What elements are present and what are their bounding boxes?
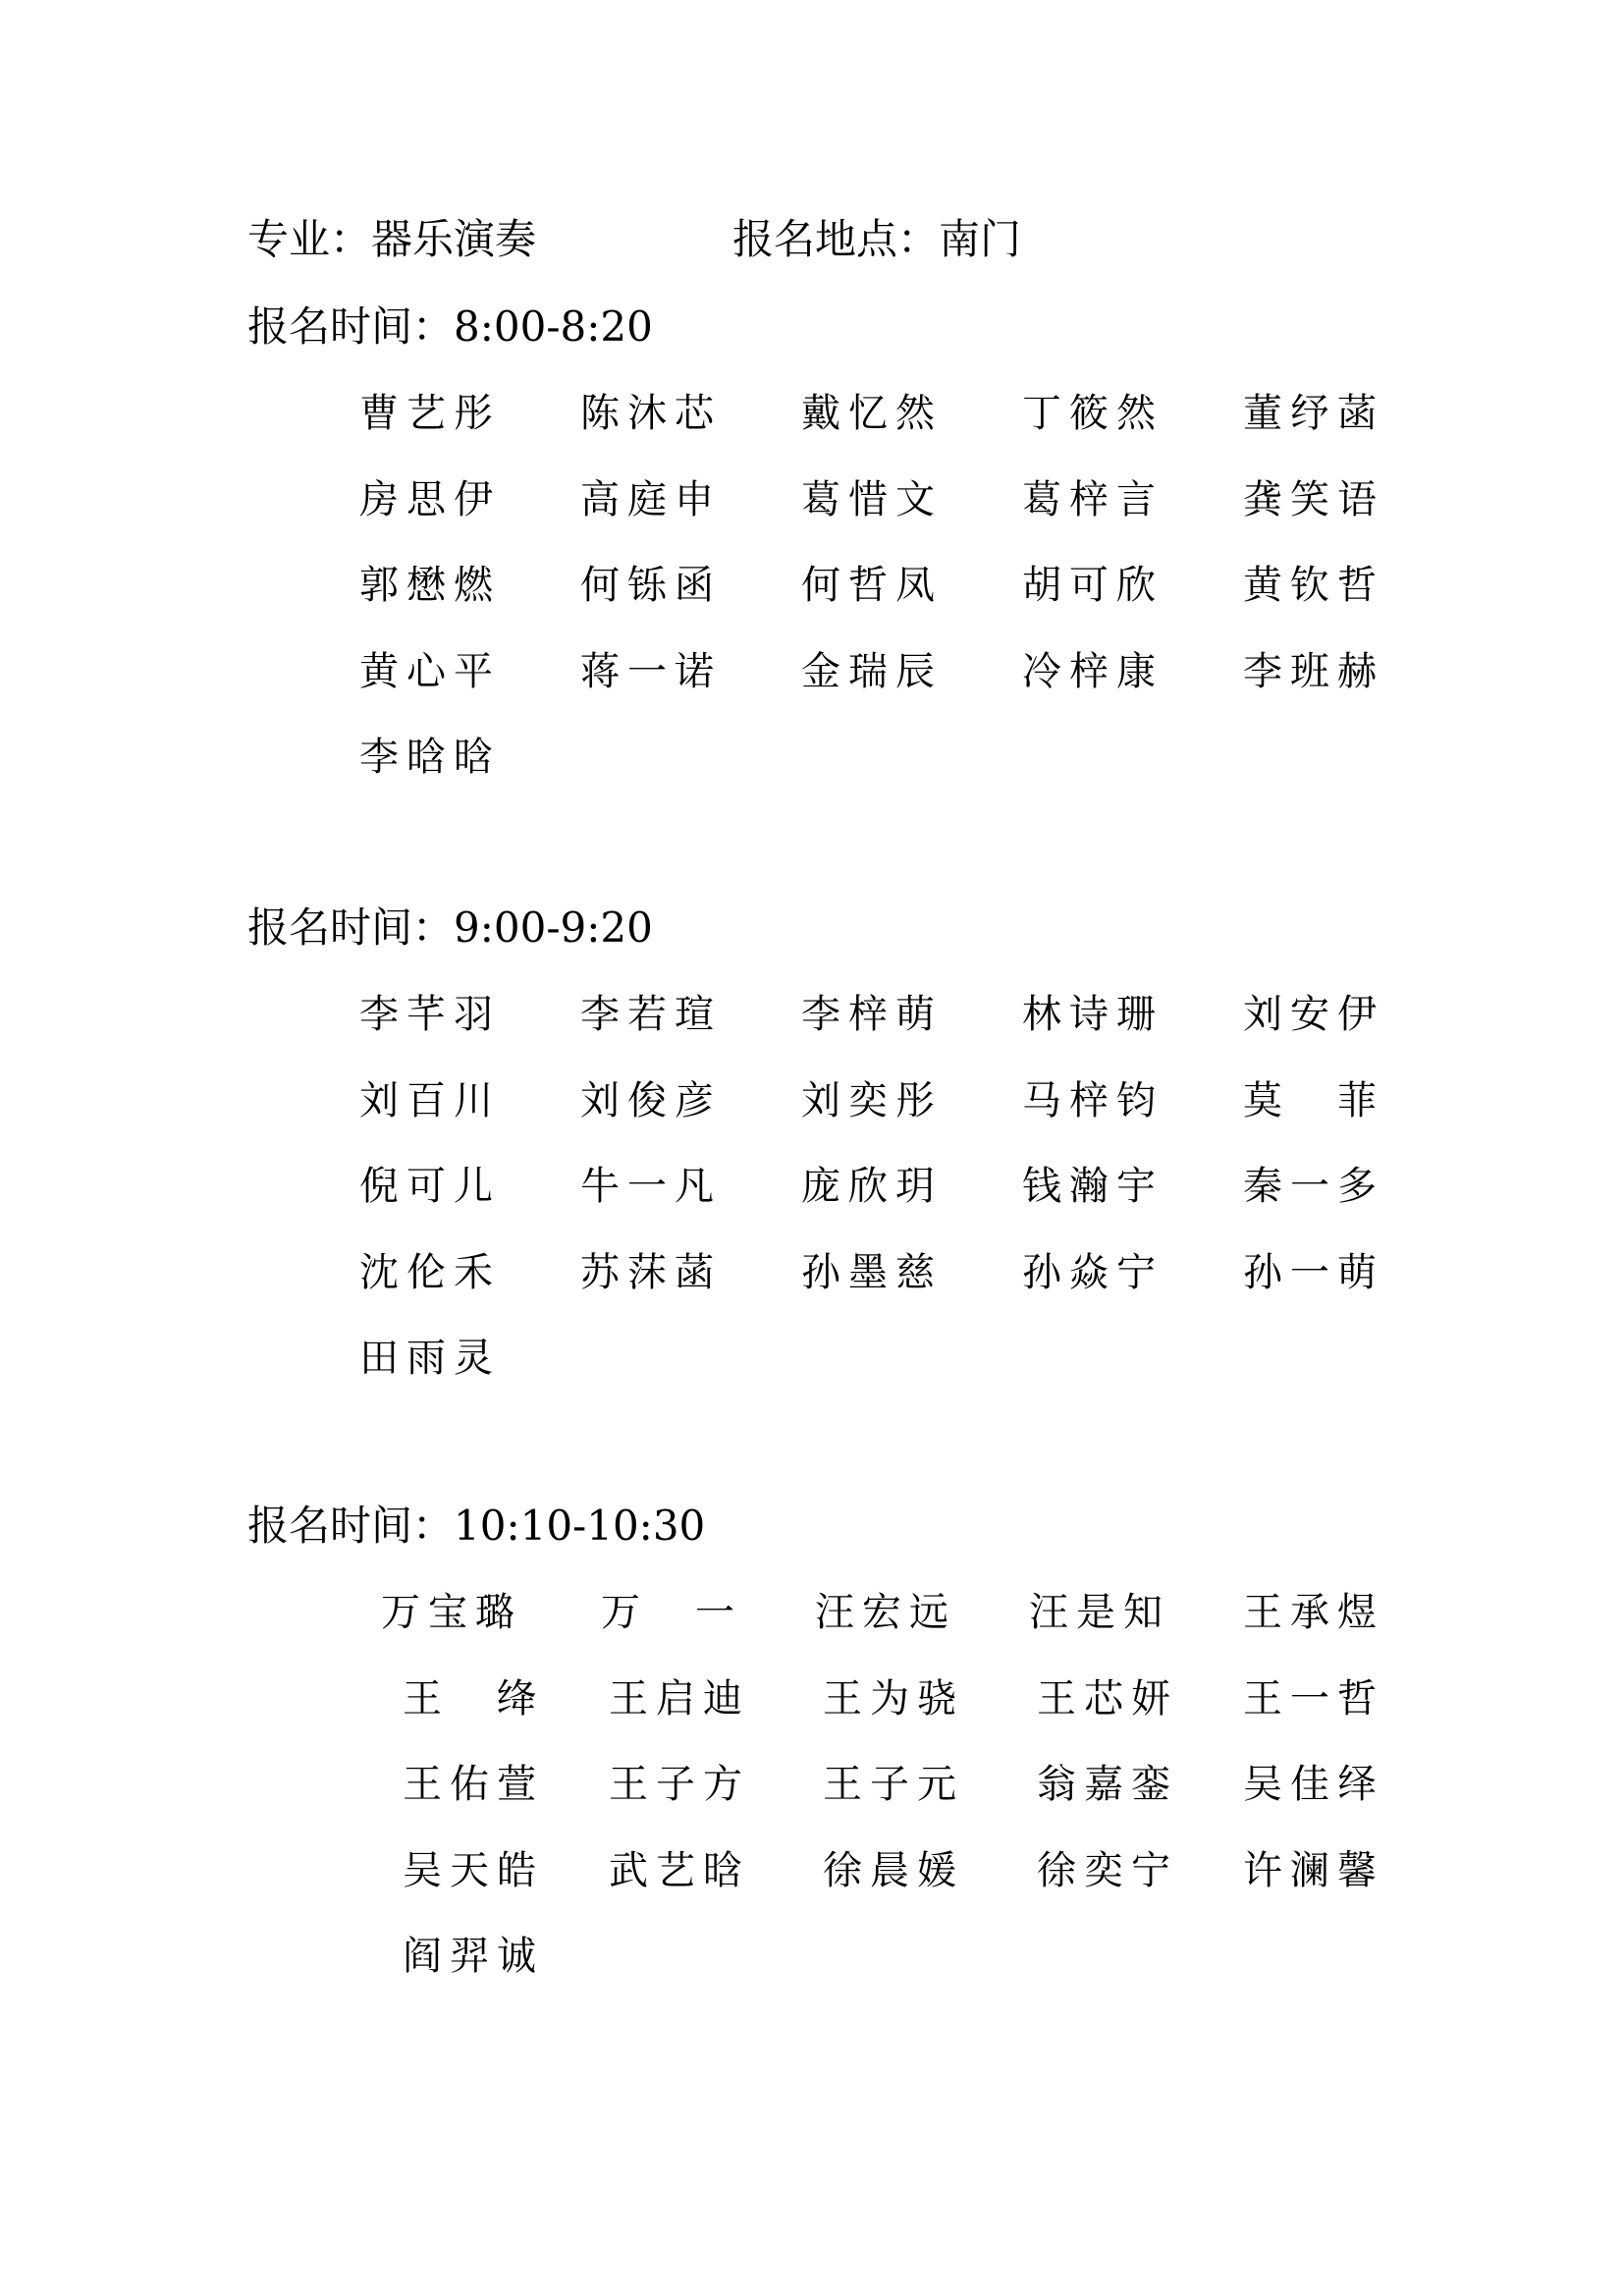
name-entry: 王芯妍 <box>1037 1675 1178 1722</box>
name-entry: 秦一多 <box>1243 1164 1384 1209</box>
name-entry: 李班赫 <box>1243 648 1384 694</box>
name-entry: 刘俊彦 <box>580 1077 722 1123</box>
session-time-label: 报名时间：10:10-10:30 <box>247 1502 706 1550</box>
name-entry: 刘奕彤 <box>801 1077 943 1123</box>
name-entry: 葛梓言 <box>1022 476 1163 522</box>
name-entry: 冷梓康 <box>1022 648 1163 694</box>
name-entry: 何哲凤 <box>801 563 943 608</box>
name-entry: 万宝璐 <box>381 1590 522 1635</box>
session-name-list <box>381 1570 1457 2000</box>
session-name-list <box>359 371 1464 801</box>
name-entry: 阎羿诚 <box>403 1934 544 1979</box>
name-entry: 许澜馨 <box>1243 1847 1384 1893</box>
name-entry: 王启迪 <box>609 1675 750 1722</box>
name-entry: 刘百川 <box>359 1077 501 1123</box>
name-entry: 庞欣玥 <box>801 1164 943 1209</box>
name-entry: 汪是知 <box>1029 1590 1170 1635</box>
name-entry: 蒋一诺 <box>580 648 722 694</box>
name-entry: 郭懋燃 <box>359 563 501 608</box>
name-entry: 何铄函 <box>580 563 722 608</box>
name-entry: 万 一 <box>601 1590 742 1635</box>
session-name-list <box>359 972 1464 1402</box>
name-entry: 吴佳绎 <box>1243 1762 1384 1807</box>
name-entry: 汪宏远 <box>815 1590 956 1635</box>
name-entry: 龚笑语 <box>1243 476 1384 522</box>
name-entry: 胡可欣 <box>1022 563 1163 608</box>
name-entry: 葛惜文 <box>801 476 943 522</box>
name-entry: 王 绛 <box>403 1675 544 1722</box>
name-entry: 田雨灵 <box>359 1336 501 1381</box>
name-entry: 高庭申 <box>580 476 722 522</box>
name-entry: 房思伊 <box>359 476 501 522</box>
name-entry: 孙一萌 <box>1243 1249 1384 1295</box>
name-entry: 黄心平 <box>359 648 501 694</box>
name-entry: 王一哲 <box>1243 1675 1384 1722</box>
name-entry: 马梓钧 <box>1022 1077 1163 1123</box>
name-entry: 沈伦禾 <box>359 1249 501 1295</box>
name-entry: 王承煜 <box>1243 1590 1384 1635</box>
name-entry: 孙焱宁 <box>1022 1249 1163 1295</box>
name-entry: 王为骁 <box>823 1675 964 1722</box>
session-time-label: 报名时间：8:00-8:20 <box>247 302 653 351</box>
name-entry: 金瑞辰 <box>801 648 943 694</box>
name-entry: 林诗珊 <box>1022 992 1163 1037</box>
name-entry: 戴忆然 <box>801 391 943 436</box>
name-entry: 孙墨慈 <box>801 1249 943 1295</box>
name-entry: 翁嘉銮 <box>1037 1762 1178 1807</box>
session-time-label: 报名时间：9:00-9:20 <box>247 903 653 952</box>
name-entry: 莫 菲 <box>1243 1077 1384 1123</box>
name-entry: 李若瑄 <box>580 992 722 1037</box>
name-entry: 倪可儿 <box>359 1164 501 1209</box>
name-entry: 王子元 <box>823 1762 964 1807</box>
name-entry: 牛一凡 <box>580 1164 722 1209</box>
name-entry: 徐奕宁 <box>1037 1847 1178 1893</box>
name-entry: 曹艺彤 <box>359 391 501 436</box>
name-entry: 吴天皓 <box>403 1847 544 1893</box>
location-label: 报名地点：南门 <box>732 215 1022 263</box>
name-entry: 李芊羽 <box>359 992 501 1037</box>
name-entry: 苏莯菡 <box>580 1249 722 1295</box>
name-entry: 钱瀚宇 <box>1022 1164 1163 1209</box>
name-entry: 李梓萌 <box>801 992 943 1037</box>
name-entry: 王佑萱 <box>403 1762 544 1807</box>
name-entry: 李晗晗 <box>359 735 501 780</box>
name-entry: 黄钦哲 <box>1243 563 1384 608</box>
name-entry: 丁筱然 <box>1022 391 1163 436</box>
name-entry: 徐晨媛 <box>823 1847 964 1893</box>
name-entry: 刘安伊 <box>1243 992 1384 1037</box>
major-label: 专业：器乐演奏 <box>247 215 537 263</box>
name-entry: 王子方 <box>609 1762 750 1807</box>
name-entry: 董纾菡 <box>1243 391 1384 436</box>
name-entry: 陈沐芯 <box>580 391 722 436</box>
name-entry: 武艺晗 <box>609 1847 750 1893</box>
header-line <box>247 209 1022 270</box>
